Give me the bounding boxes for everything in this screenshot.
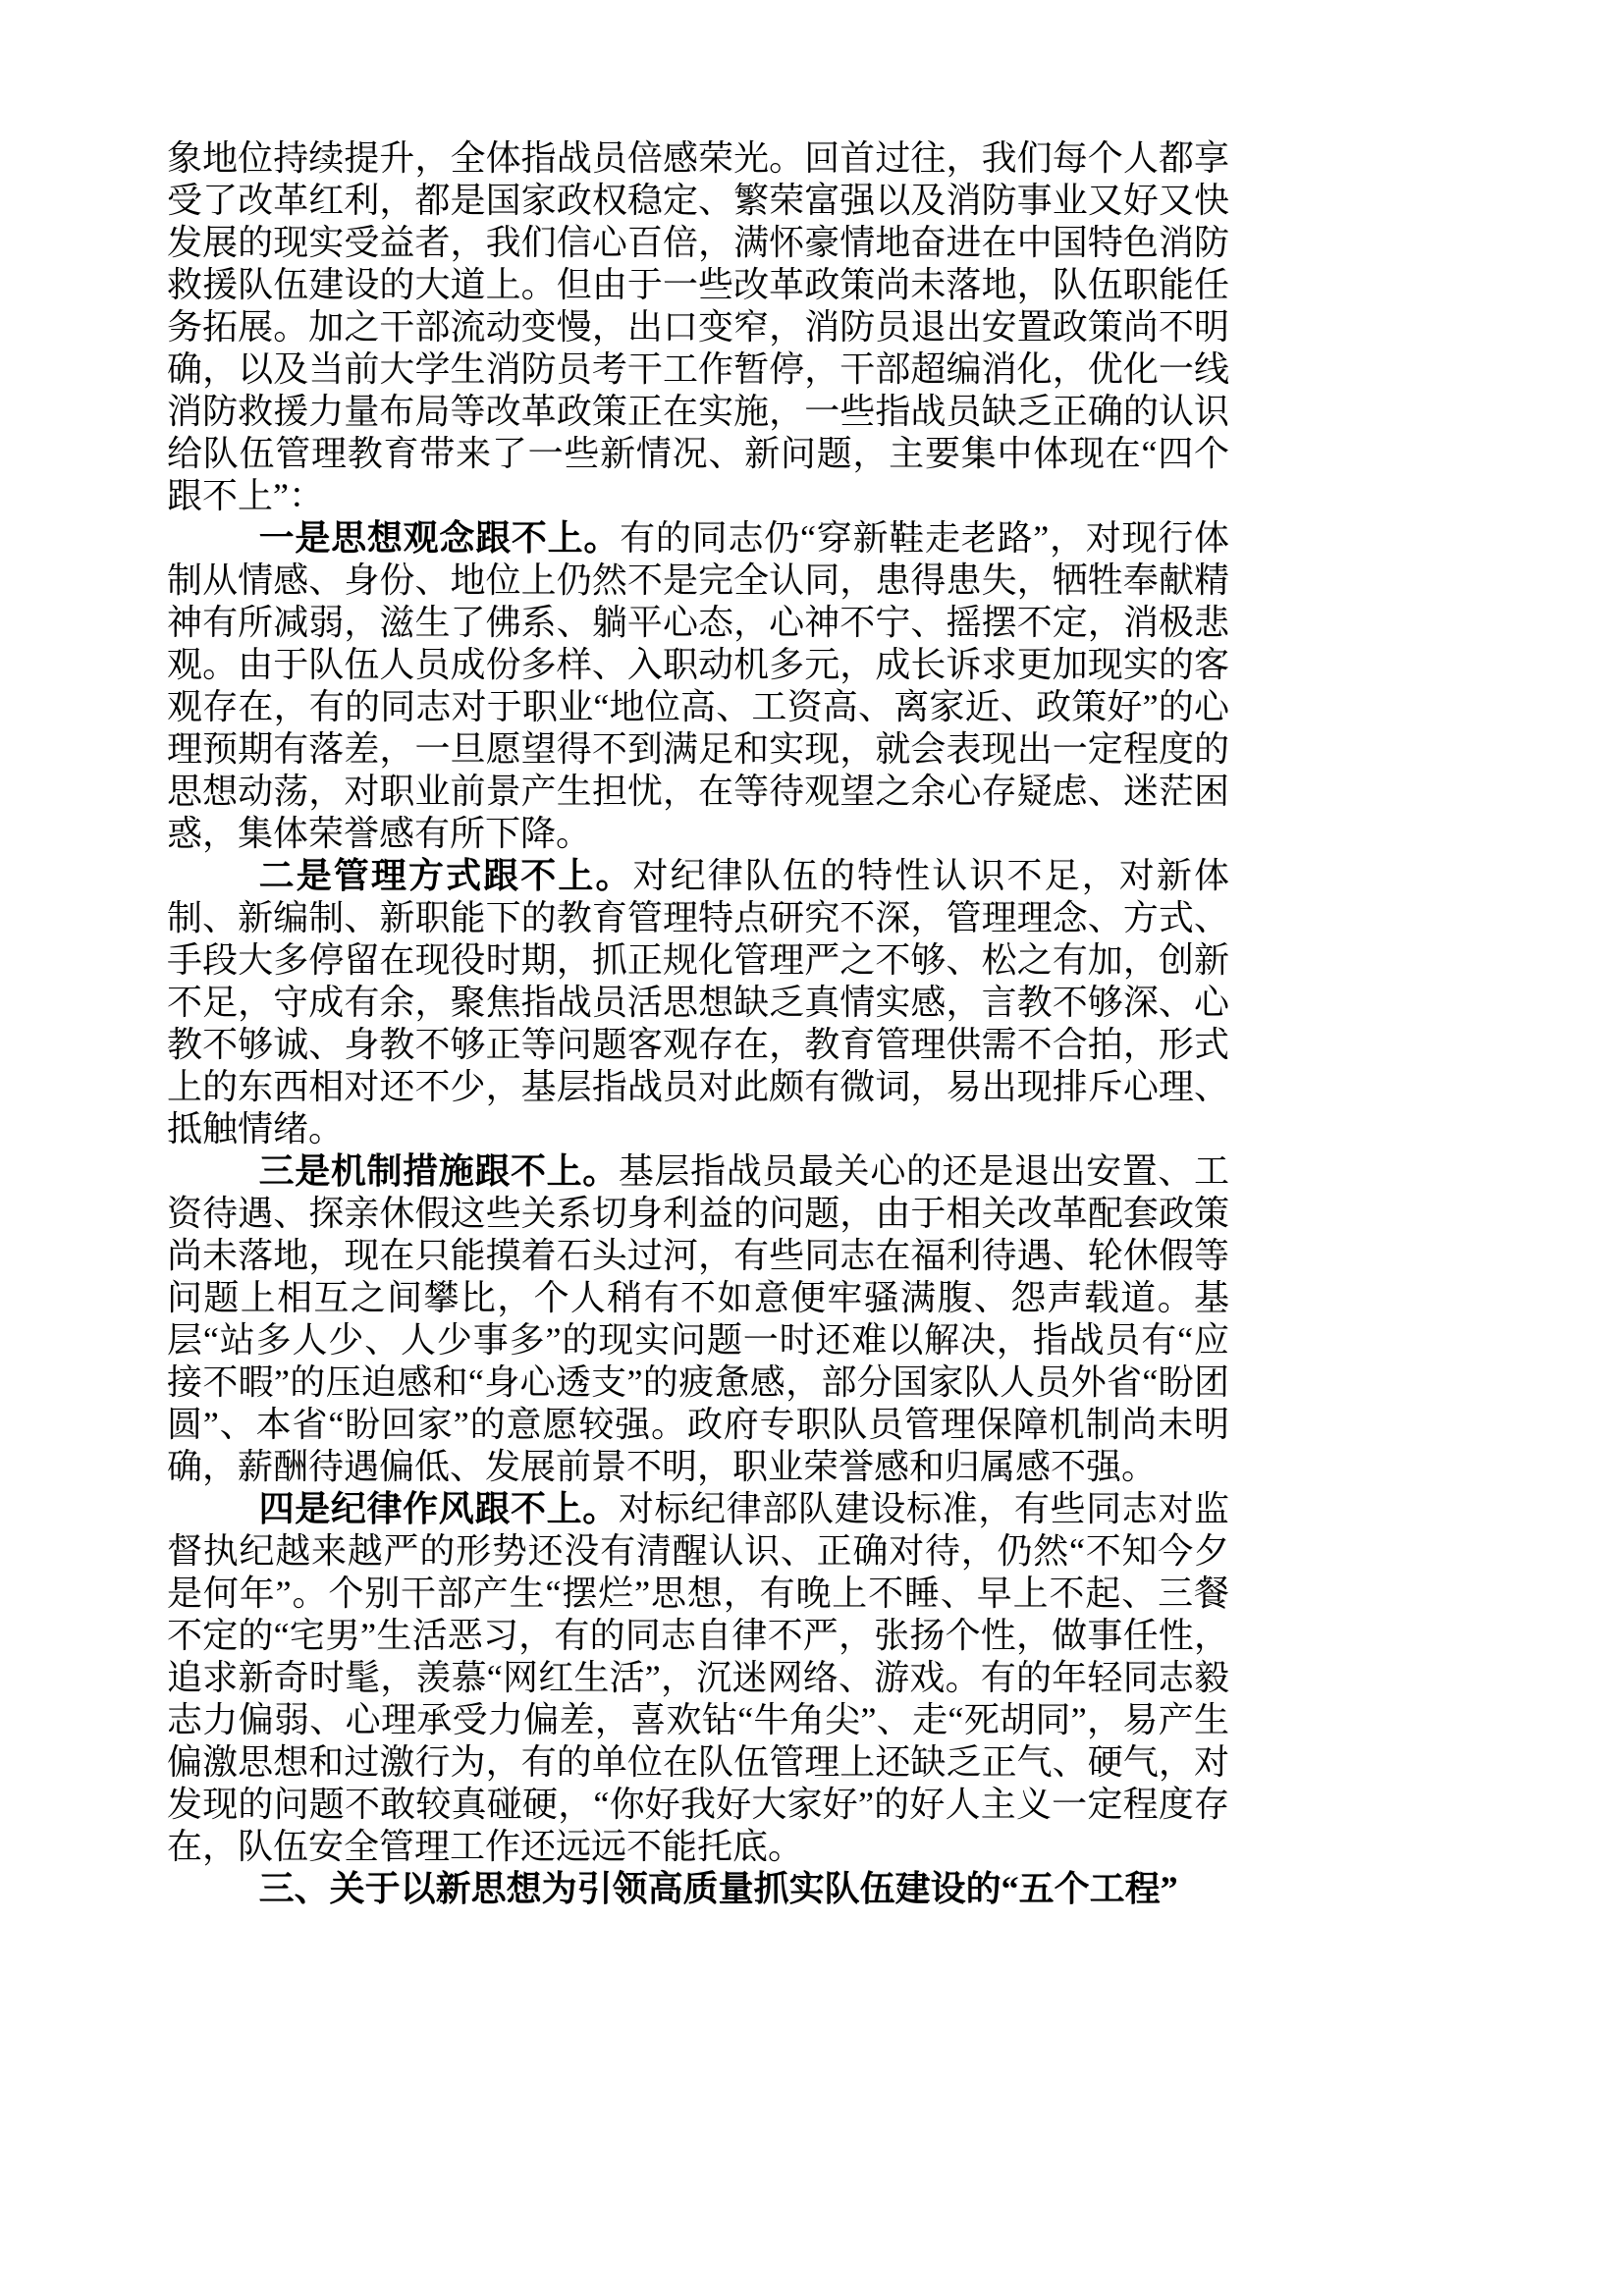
- section-heading: [167, 1868, 1229, 1910]
- paragraph-text: 有的同志仍“穿新鞋走老路”，对现行体制从情感、身份、地位上仍然不是完全认同，患得患失，牺牲奉献精神有所减弱，滋生了佛系、躺平心态，心神不宁、摇摆不定，消极悲观。由于队伍人员成份多样、入职动机多元，成长诉求更加现实的客观存在，有的同志对于职业“地位高、工资高、离家近、政策好”的心理预期有落差，一旦愿望得不到满足和实现，就会表现出一定程度的思想动荡，对职业前景产生担忧，在等待观望之余心存疑虑、迷茫困惑，集体荣誉感有所下降。: [167, 518, 1229, 853]
- paragraph-text: 象地位持续提升，全体指战员倍感荣光。回首过往，我们每个人都享受了改革红利，都是国家政权稳定、繁荣富强以及消防事业又好又快发展的现实受益者，我们信心百倍，满怀豪情地奋进在中国特色消防救援队伍建设的大道上。但由于一些改革政策尚未落地，队伍职能任务拓展。加之干部流动变慢，出口变窄，消防员退出安置政策尚不明确，以及当前大学生消防员考干工作暂停，干部超编消化，优化一线消防救援力量布局等改革政策正在实施，一些指战员缺乏正确的认识给队伍管理教育带来了一些新情况、新问题，主要集中体现在“四个跟不上”：: [167, 138, 1229, 515]
- paragraph-text: 对纪律队伍的特性认识不足，对新体制、新编制、新职能下的教育管理特点研究不深，管理理念、方式、手段大多停留在现役时期，抓正规化管理严之不够、松之有加，创新不足，守成有余，聚焦指战员活思想缺乏真情实感，言教不够深、心教不够诚、身教不够正等问题客观存在，教育管理供需不合拍，形式上的东西相对还不少，基层指战员对此颇有微词，易出现排斥心理、抵触情绪。: [167, 856, 1229, 1148]
- paragraph-lead: 三是机制措施跟不上。: [258, 1151, 619, 1191]
- paragraph-lead: 一是思想观念跟不上。: [258, 518, 621, 558]
- paragraph-lead: 二是管理方式跟不上。: [258, 856, 633, 895]
- section-heading-text: 三、关于以新思想为引领高质量抓实队伍建设的“五个工程”: [258, 1869, 1178, 1908]
- paragraph-point-three: [167, 1150, 1229, 1488]
- paragraph-point-two: [167, 855, 1229, 1150]
- paragraph-text: 对标纪律部队建设标准，有些同志对监督执纪越来越严的形势还没有清醒认识、正确对待，仍然“不知今夕是何年”。个别干部产生“摆烂”思想，有晚上不睡、早上不起、三餐不定的“宅男”生活恶习，有的同志自律不严，张扬个性，做事任性，追求新奇时髦，羡慕“网红生活”，沉迷网络、游戏。有的年轻同志毅志力偏弱、心理承受力偏差，喜欢钻“牛角尖”、走“死胡同”，易产生偏激思想和过激行为，有的单位在队伍管理上还缺乏正气、硬气，对发现的问题不敢较真碰硬，“你好我好大家好”的好人主义一定程度存在，队伍安全管理工作还远远不能托底。: [167, 1489, 1229, 1866]
- paragraph-text: 基层指战员最关心的还是退出安置、工资待遇、探亲休假这些关系切身利益的问题，由于相关改革配套政策尚未落地，现在只能摸着石头过河，有些同志在福利待遇、轮休假等问题上相互之间攀比，个人稍有不如意便牢骚满腹、怨声载道。基层“站多人少、人少事多”的现实问题一时还难以解决，指战员有“应接不暇”的压迫感和“身心透支”的疲惫感，部分国家队人员外省“盼团圆”、本省“盼回家”的意愿较强。政府专职队员管理保障机制尚未明确，薪酬待遇偏低、发展前景不明，职业荣誉感和归属感不强。: [167, 1151, 1229, 1486]
- paragraph-point-four: [167, 1488, 1229, 1868]
- paragraph-point-one: [167, 517, 1229, 855]
- document-content: [167, 137, 1229, 1910]
- paragraph-continuation: [167, 137, 1229, 517]
- paragraph-lead: 四是纪律作风跟不上。: [258, 1489, 619, 1528]
